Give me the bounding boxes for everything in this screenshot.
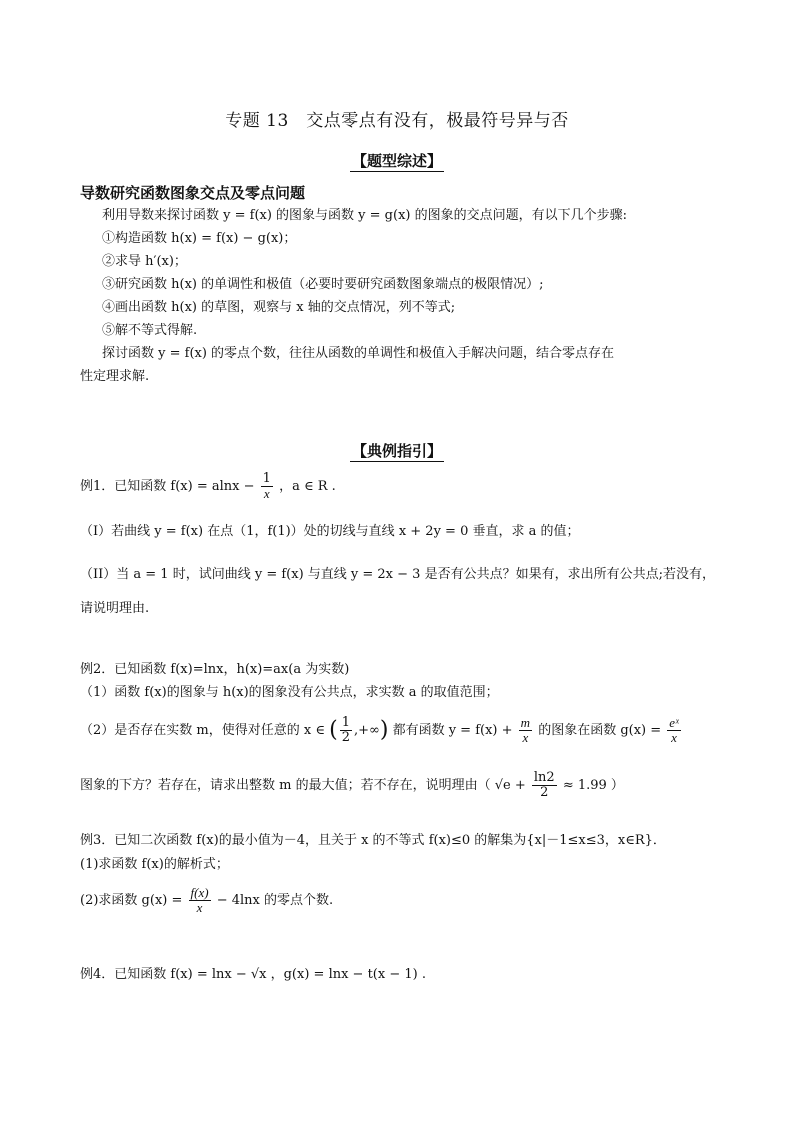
example-2-statement: 例2．已知函数 f(x)=lnx，h(x)=ax(a 为实数) xyxy=(80,662,350,677)
example-1-statement: 例1．已知函数 f(x) = alnx − $\frac{1}{x}$ ，a ∈ R . xyxy=(80,471,336,501)
subheading-intersection-zeros: 导数研究函数图象交点及零点问题 xyxy=(80,184,306,202)
example-3-part-2: (2)求函数 g(x) = $\frac{f(x)}{x}$ − 4lnx 的零点个数. xyxy=(80,885,334,915)
method-step-2: ②求导 h′(x)； xyxy=(102,254,187,269)
example-3-statement: 例3．已知二次函数 f(x)的最小值为－4，且关于 x 的不等式 f(x)≤0 的解集为{x|－1≤x≤3，x∈R}． xyxy=(80,833,666,848)
example-1-part-2-cont: 请说明理由. xyxy=(80,601,150,616)
method-step-4: ④画出函数 h(x) 的草图，观察与 x 轴的交点情况，列不等式; xyxy=(102,300,456,315)
example-1-part-1: （I）若曲线 y = f(x) 在点（1，f(1)）处的切线与直线 x + 2y = 0 垂直，求 a 的值； xyxy=(80,524,580,539)
zero-count-note: 探讨函数 y = f(x) 的零点个数，往往从函数的单调性和极值入手解决问题，结合零点存在 xyxy=(102,346,615,361)
method-step-5: ⑤解不等式得解. xyxy=(102,323,198,338)
example-4-statement: 例4．已知函数 f(x) = lnx − √x ，g(x) = lnx − t(x − 1) . xyxy=(80,967,426,982)
page-title: 专题 13 交点零点有没有，极最符号异与否 xyxy=(225,111,569,131)
example-2-part-2: （2）是否存在实数 m，使得对任意的 x ∈ ( $\frac{1}{2}$ ,+∞) 都有函数 y = f(x) + $\frac{m}{x}$ 的图象在函数 g(x) = $\frac{\text{eˣ}}{x}$ xyxy=(80,715,679,745)
example-3-part-1: (1)求函数 f(x)的解析式； xyxy=(80,857,229,872)
example-2-part-2-cont: 图象的下方？若存在，请求出整数 m 的最大值；若不存在，说明理由（ √e + $\frac{\ln 2}{2}$ ≈ 1.99 ） xyxy=(80,770,624,800)
section-heading-examples: 【典例指引】 xyxy=(351,442,442,460)
method-step-3: ③研究函数 h(x) 的单调性和极值（必要时要研究函数图象端点的极限情况）; xyxy=(102,277,544,292)
method-step-1: ①构造函数 h(x) = f(x) − g(x)； xyxy=(102,231,297,246)
zero-count-note-cont: 性定理求解. xyxy=(80,369,150,384)
example-1-part-2: （II）当 a = 1 时，试问曲线 y = f(x) 与直线 y = 2x − 3 是否有公共点？如果有，求出所有公共点;若没有， xyxy=(80,567,715,582)
example-2-part-1: （1）函数 f(x)的图象与 h(x)的图象没有公共点，求实数 a 的取值范围； xyxy=(80,685,499,700)
section-heading-overview: 【题型综述】 xyxy=(351,152,442,170)
method-intro-line: 利用导数来探讨函数 y = f(x) 的图象与函数 y = g(x) 的图象的交点问题，有以下几个步骤: xyxy=(102,208,627,223)
